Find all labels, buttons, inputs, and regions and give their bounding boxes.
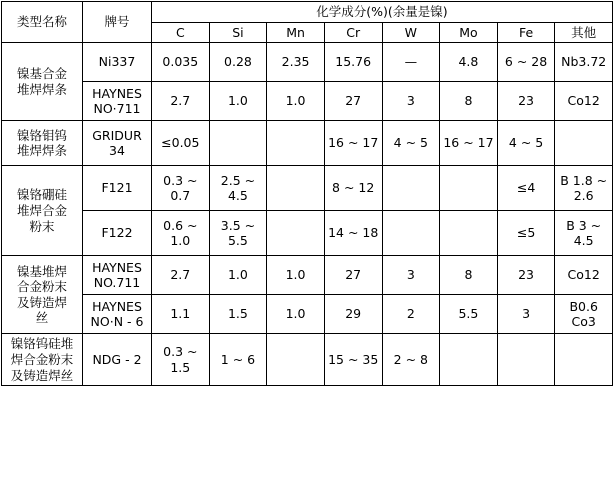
- row-type-label: 镍铬钨硅堆 焊合金粉末 及铸造焊丝: [2, 334, 83, 386]
- table-page: [0, 1, 614, 479]
- cell-w: [382, 166, 440, 211]
- cell-other: [555, 334, 613, 386]
- cell-fe: 4 ~ 5: [497, 121, 555, 166]
- row-type-label: 镍铬硼硅 堆焊合金 粉末: [2, 166, 83, 256]
- cell-w: [382, 211, 440, 256]
- table-row: [2, 211, 613, 256]
- cell-w: 3: [382, 256, 440, 295]
- header-element-mn: Mn: [267, 22, 325, 43]
- row-type-label: 镍基堆焊 合金粉末 及铸造焊 丝: [2, 256, 83, 334]
- cell-c: 0.6 ~ 1.0: [152, 211, 210, 256]
- row-grade: NDG - 2: [83, 334, 152, 386]
- cell-mo: 8: [440, 256, 498, 295]
- table-row: [2, 334, 613, 386]
- cell-cr: 27: [324, 256, 382, 295]
- cell-w: 2 ~ 8: [382, 334, 440, 386]
- cell-si: 1 ~ 6: [209, 334, 267, 386]
- cell-other: [555, 121, 613, 166]
- cell-si: 0.28: [209, 43, 267, 82]
- cell-mo: [440, 166, 498, 211]
- cell-cr: 14 ~ 18: [324, 211, 382, 256]
- cell-cr: 29: [324, 295, 382, 334]
- row-type-label: 镍基合金 堆焊焊条: [2, 43, 83, 121]
- cell-si: 1.0: [209, 256, 267, 295]
- cell-fe: 6 ~ 28: [497, 43, 555, 82]
- row-grade: F121: [83, 166, 152, 211]
- row-grade: F122: [83, 211, 152, 256]
- cell-mo: 4.8: [440, 43, 498, 82]
- table-row: [2, 43, 613, 82]
- cell-si: 1.5: [209, 295, 267, 334]
- header-element-fe: Fe: [497, 22, 555, 43]
- cell-other: Nb3.72: [555, 43, 613, 82]
- cell-fe: ≤5: [497, 211, 555, 256]
- table-row: [2, 121, 613, 166]
- cell-w: —: [382, 43, 440, 82]
- cell-mo: 5.5: [440, 295, 498, 334]
- cell-w: 2: [382, 295, 440, 334]
- cell-mn: 1.0: [267, 295, 325, 334]
- cell-fe: 23: [497, 256, 555, 295]
- alloy-composition-table: [1, 1, 613, 386]
- header-element-other: 其他: [555, 22, 613, 43]
- header-element-si: Si: [209, 22, 267, 43]
- table-row: [2, 166, 613, 211]
- cell-mn: 2.35: [267, 43, 325, 82]
- cell-mo: [440, 211, 498, 256]
- cell-c: ≤0.05: [152, 121, 210, 166]
- table-header: [2, 2, 613, 43]
- row-grade: Ni337: [83, 43, 152, 82]
- row-type-label: 镍铬钼钨 堆焊焊条: [2, 121, 83, 166]
- cell-c: 2.7: [152, 256, 210, 295]
- table-row: [2, 256, 613, 295]
- table-body: [2, 43, 613, 386]
- header-composition-group: 化学成分(%)(余量是镍): [152, 2, 613, 23]
- cell-fe: ≤4: [497, 166, 555, 211]
- cell-mo: [440, 334, 498, 386]
- cell-cr: 8 ~ 12: [324, 166, 382, 211]
- cell-c: 0.3 ~ 1.5: [152, 334, 210, 386]
- cell-si: 1.0: [209, 82, 267, 121]
- cell-fe: [497, 334, 555, 386]
- cell-cr: 16 ~ 17: [324, 121, 382, 166]
- cell-fe: 3: [497, 295, 555, 334]
- cell-other: B 1.8 ~ 2.6: [555, 166, 613, 211]
- cell-c: 2.7: [152, 82, 210, 121]
- cell-mn: [267, 166, 325, 211]
- row-grade: GRIDUR 34: [83, 121, 152, 166]
- row-grade: HAYNES NO·711: [83, 82, 152, 121]
- cell-si: 3.5 ~ 5.5: [209, 211, 267, 256]
- cell-other: B0.6 Co3: [555, 295, 613, 334]
- cell-mn: [267, 334, 325, 386]
- cell-other: Co12: [555, 256, 613, 295]
- cell-si: 2.5 ~ 4.5: [209, 166, 267, 211]
- cell-c: 0.3 ~ 0.7: [152, 166, 210, 211]
- header-element-w: W: [382, 22, 440, 43]
- cell-si: [209, 121, 267, 166]
- cell-mn: [267, 211, 325, 256]
- cell-cr: 27: [324, 82, 382, 121]
- header-element-mo: Mo: [440, 22, 498, 43]
- header-element-c: C: [152, 22, 210, 43]
- cell-mn: 1.0: [267, 82, 325, 121]
- cell-mn: [267, 121, 325, 166]
- header-grade: 牌号: [83, 2, 152, 43]
- table-row: [2, 82, 613, 121]
- cell-other: B 3 ~ 4.5: [555, 211, 613, 256]
- cell-mn: 1.0: [267, 256, 325, 295]
- cell-fe: 23: [497, 82, 555, 121]
- cell-mo: 16 ~ 17: [440, 121, 498, 166]
- cell-cr: 15 ~ 35: [324, 334, 382, 386]
- cell-other: Co12: [555, 82, 613, 121]
- cell-w: 3: [382, 82, 440, 121]
- cell-w: 4 ~ 5: [382, 121, 440, 166]
- cell-mo: 8: [440, 82, 498, 121]
- header-row-1: [2, 2, 613, 23]
- cell-c: 0.035: [152, 43, 210, 82]
- row-grade: HAYNES NO.711: [83, 256, 152, 295]
- table-row: [2, 295, 613, 334]
- header-element-cr: Cr: [324, 22, 382, 43]
- cell-cr: 15.76: [324, 43, 382, 82]
- header-type: 类型名称: [2, 2, 83, 43]
- cell-c: 1.1: [152, 295, 210, 334]
- row-grade: HAYNES NO·N - 6: [83, 295, 152, 334]
